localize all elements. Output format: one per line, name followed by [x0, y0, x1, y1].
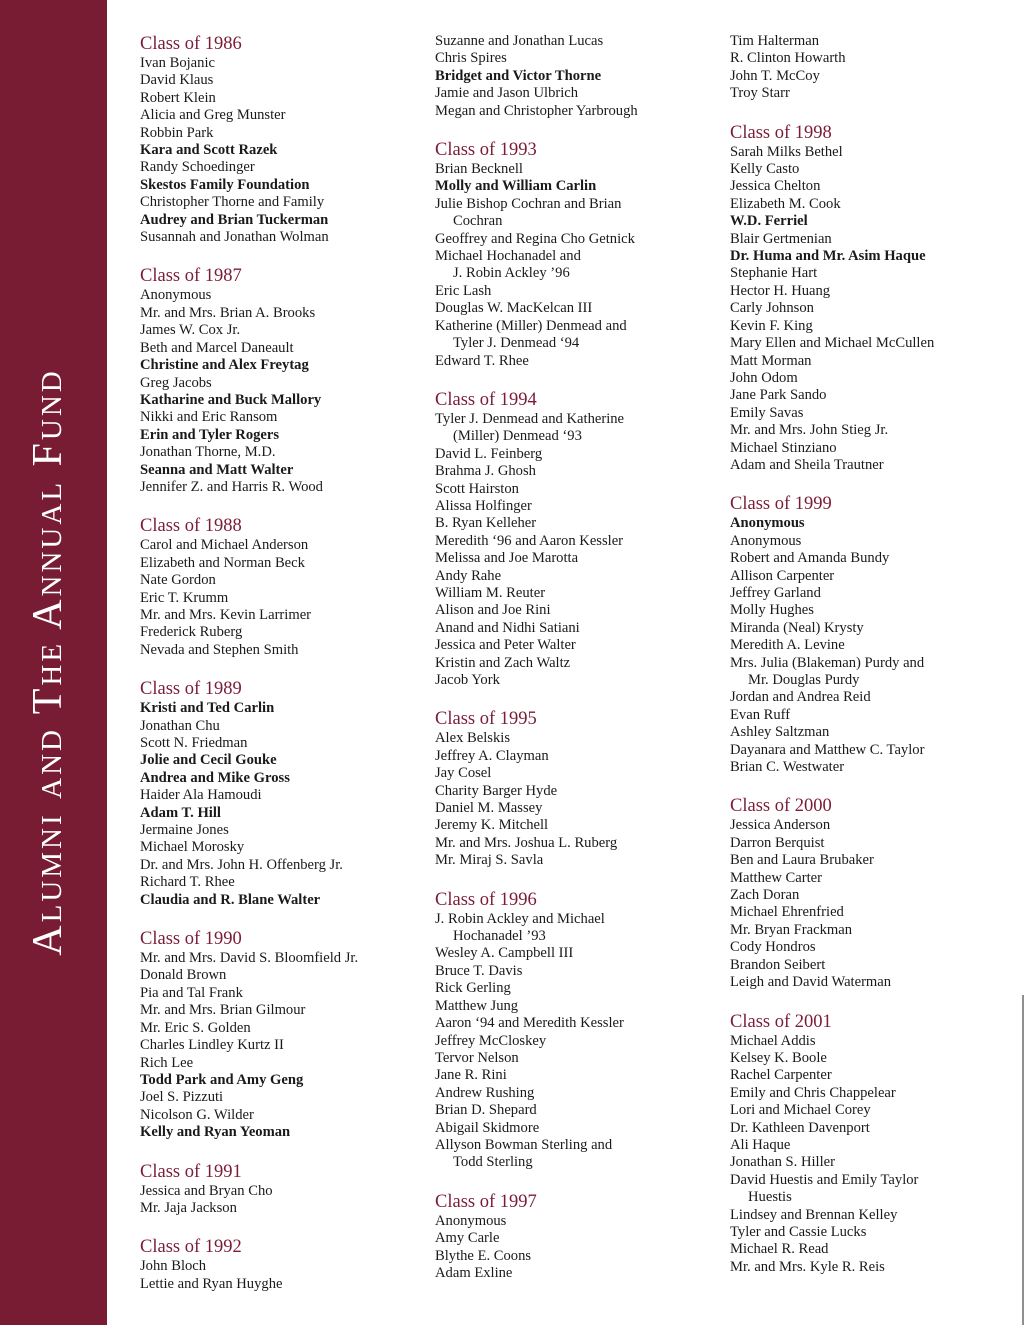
donor-entry: Anand and Nidhi Satiani: [435, 619, 580, 636]
donor-entry: David Huestis and Emily Taylor: [730, 1171, 919, 1188]
donor-entry: Hochanadel ’93: [453, 928, 546, 945]
donor-entry: Michael Hochanadel and: [435, 248, 581, 265]
donor-entry: David Klaus: [140, 72, 214, 89]
donor-entry: Brian Becknell: [435, 161, 523, 178]
donor-entry: Emily and Chris Chappelear: [730, 1084, 896, 1101]
donor-entry: Bruce T. Davis: [435, 962, 523, 979]
donor-entry: Jacob York: [435, 672, 500, 688]
column-2: [435, 33, 638, 1301]
donor-entry: J. Robin Ackley ’96: [453, 265, 570, 282]
column-1: [140, 33, 358, 1312]
donor-entry: Mary Ellen and Michael McCullen: [730, 335, 935, 352]
donor-entry: Molly and William Carlin: [435, 178, 597, 195]
donor-entry: Jonathan Chu: [140, 717, 220, 734]
class-section: [730, 493, 934, 776]
donor-entry: Jay Cosel: [435, 765, 492, 782]
donor-entry: Brian D. Shepard: [435, 1102, 537, 1119]
donor-entry: Mr. and Mrs. Brian A. Brooks: [140, 304, 316, 321]
class-section: [140, 1236, 358, 1293]
donor-entry: Amy Carle: [435, 1230, 500, 1247]
donor-entry: Ben and Laura Brubaker: [730, 852, 874, 869]
donor-entry: Claudia and R. Blane Walter: [140, 891, 321, 908]
donor-entry: Dr. and Mrs. John H. Offenberg Jr.: [140, 856, 343, 873]
donor-entry: Aaron ‘94 and Meredith Kessler: [435, 1015, 624, 1032]
class-section: [730, 33, 934, 103]
class-heading: Class of 2001: [730, 1011, 832, 1032]
donor-entry: Charles Lindley Kurtz II: [140, 1037, 284, 1054]
donor-entry: Matt Morman: [730, 352, 812, 369]
donor-entry: Alison and Joe Rini: [435, 602, 551, 619]
donor-entry: Todd Park and Amy Geng: [140, 1071, 304, 1088]
donor-entry: William M. Reuter: [435, 584, 546, 601]
donor-entry: Eric T. Krumm: [140, 589, 229, 606]
donor-entry: Randy Schoedinger: [140, 159, 255, 176]
class-section: [435, 889, 638, 1172]
donor-entry: Jonathan Thorne, M.D.: [140, 444, 276, 461]
class-heading: Class of 1994: [435, 389, 537, 410]
donor-entry: Mr. and Mrs. Joshua L. Ruberg: [435, 834, 618, 851]
column-3: [730, 33, 934, 1295]
donor-entry: Brahma J. Ghosh: [435, 463, 536, 480]
donor-entry: Alex Belskis: [435, 730, 510, 747]
donor-entry: David L. Feinberg: [435, 445, 543, 462]
donor-entry: Evan Ruff: [730, 706, 791, 723]
donor-entry: Anonymous: [730, 515, 805, 532]
donor-entry: Rachel Carpenter: [730, 1067, 832, 1084]
donor-entry: Susannah and Jonathan Wolman: [140, 229, 329, 246]
class-section: [435, 1191, 638, 1283]
donor-entry: Christopher Thorne and Family: [140, 194, 325, 211]
donor-entry: Edward T. Rhee: [435, 352, 529, 369]
donor-entry: Matthew Carter: [730, 869, 822, 886]
donor-entry: Matthew Jung: [435, 997, 519, 1014]
donor-entry: Erin and Tyler Rogers: [140, 426, 280, 443]
donor-entry: Dayanara and Matthew C. Taylor: [730, 741, 925, 758]
class-heading: Class of 1996: [435, 889, 537, 910]
class-section: [140, 33, 358, 246]
class-section: [140, 928, 358, 1141]
class-heading: Class of 1987: [140, 266, 242, 287]
donor-entry: R. Clinton Howarth: [730, 50, 846, 67]
class-heading: Class of 1997: [435, 1191, 537, 1212]
donor-entry: Audrey and Brian Tuckerman: [140, 211, 329, 228]
donor-entry: Kelly Casto: [730, 161, 800, 178]
donor-entry: Donald Brown: [140, 967, 227, 984]
donor-entry: Mr. and Mrs. David S. Bloomfield Jr.: [140, 950, 359, 967]
donor-entry: Haider Ala Hamoudi: [140, 787, 262, 804]
donor-entry: Jessica Anderson: [730, 817, 831, 834]
donor-entry: Mr. Jaja Jackson: [140, 1199, 237, 1216]
class-heading: Class of 1995: [435, 709, 537, 730]
donor-entry: Elizabeth M. Cook: [730, 195, 841, 212]
donor-entry: Joel S. Pizzuti: [140, 1089, 224, 1106]
donor-entry: Jordan and Andrea Reid: [730, 689, 871, 706]
donor-entry: Blair Gertmenian: [730, 230, 832, 247]
donor-entry: Allyson Bowman Sterling and: [435, 1136, 613, 1153]
donor-entry: Michael Ehrenfried: [730, 904, 844, 921]
donor-entry: Jessica and Bryan Cho: [140, 1182, 273, 1199]
donor-entry: Kara and Scott Razek: [140, 142, 278, 159]
donor-entry: Sarah Milks Bethel: [730, 143, 843, 160]
donor-entry: Brian C. Westwater: [730, 759, 845, 776]
donor-entry: (Miller) Denmead ‘93: [453, 428, 582, 445]
donor-entry: Michael Morosky: [140, 839, 245, 856]
donor-entry: Ivan Bojanic: [140, 55, 215, 71]
class-section: [140, 265, 358, 496]
donor-entry: Hector H. Huang: [730, 282, 831, 299]
donor-entry: Ali Haque: [730, 1136, 791, 1153]
donor-entry: Adam and Sheila Trautner: [730, 456, 884, 473]
class-heading: Class of 1993: [435, 140, 537, 161]
donor-entry: Ashley Saltzman: [730, 724, 830, 741]
donor-entry: Jolie and Cecil Gouke: [140, 752, 277, 769]
donor-entry: Douglas W. MacKelcan III: [435, 300, 593, 317]
donor-entry: Beth and Marcel Daneault: [140, 339, 294, 356]
donor-entry: Andy Rahe: [435, 567, 502, 584]
donor-entry: James W. Cox Jr.: [140, 322, 241, 339]
donor-entry: Zach Doran: [730, 887, 800, 904]
donor-entry: Nate Gordon: [140, 572, 216, 589]
donor-entry: Seanna and Matt Walter: [140, 461, 294, 478]
donor-entry: Anonymous: [435, 1212, 507, 1229]
donor-entry: Andrew Rushing: [435, 1084, 535, 1101]
donor-entry: Lindsey and Brennan Kelley: [730, 1206, 898, 1223]
donor-entry: Alicia and Greg Munster: [140, 107, 286, 124]
donor-entry: Suzanne and Jonathan Lucas: [435, 33, 604, 49]
donor-entry: Dr. Huma and Mr. Asim Haque: [730, 248, 926, 265]
class-section: [140, 515, 358, 659]
donor-entry: Robert and Amanda Bundy: [730, 550, 890, 567]
class-section: [140, 1161, 358, 1218]
donor-entry: Mr. Bryan Frackman: [730, 921, 852, 938]
donor-entry: Robbin Park: [140, 124, 214, 141]
donor-entry: Michael Stinziano: [730, 439, 837, 456]
donor-entry: Kelly and Ryan Yeoman: [140, 1124, 291, 1141]
class-heading: Class of 1999: [730, 494, 832, 515]
class-heading: Class of 1998: [730, 122, 832, 143]
donor-entry: Mr. Miraj S. Savla: [435, 852, 544, 869]
donor-entry: Rick Gerling: [435, 980, 511, 997]
donor-entry: Kelsey K. Boole: [730, 1049, 827, 1066]
donor-entry: Wesley A. Campbell III: [435, 945, 574, 962]
donor-entry: Julie Bishop Cochran and Brian: [435, 195, 622, 212]
donor-entry: Nicolson G. Wilder: [140, 1106, 254, 1123]
donor-entry: Jessica Chelton: [730, 178, 821, 195]
donor-entry: Megan and Christopher Yarbrough: [435, 102, 638, 119]
donor-entry: Adam T. Hill: [140, 804, 221, 821]
donor-entry: Jeffrey McCloskey: [435, 1032, 547, 1049]
class-section: [435, 33, 638, 120]
donor-entry: Meredith ‘96 and Aaron Kessler: [435, 532, 624, 549]
sidebar-band: [0, 0, 107, 1325]
donor-entry: Brandon Seibert: [730, 956, 826, 973]
donor-entry: Molly Hughes: [730, 602, 814, 619]
class-section: [730, 1011, 934, 1277]
donor-entry: Anonymous: [730, 532, 802, 549]
donor-entry: Adam Exline: [435, 1264, 513, 1281]
donor-entry: Melissa and Joe Marotta: [435, 550, 579, 567]
donor-entry: Kristin and Zach Waltz: [435, 654, 571, 671]
donor-entry: Nevada and Stephen Smith: [140, 641, 299, 658]
donor-entry: Carol and Michael Anderson: [140, 537, 309, 554]
donor-entry: Michael R. Read: [730, 1241, 829, 1258]
donor-entry: Charity Barger Hyde: [435, 782, 558, 799]
donor-entry: Tervor Nelson: [435, 1049, 519, 1066]
donor-entry: John Odom: [730, 369, 798, 386]
donor-entry: Michael Addis: [730, 1032, 816, 1049]
class-section: [730, 795, 934, 991]
donor-entry: Jermaine Jones: [140, 822, 229, 839]
class-heading: Class of 1990: [140, 929, 242, 950]
donor-entry: Mr. Douglas Purdy: [748, 672, 860, 688]
donor-entry: Jessica and Peter Walter: [435, 637, 576, 654]
class-section: [435, 389, 638, 690]
donor-entry: Kevin F. King: [730, 317, 813, 334]
donor-entry: Leigh and David Waterman: [730, 974, 892, 991]
donor-entry: Jennifer Z. and Harris R. Wood: [140, 478, 323, 495]
donor-entry: Mr. and Mrs. Kevin Larrimer: [140, 606, 312, 623]
donor-entry: Tyler J. Denmead and Katherine: [435, 410, 625, 427]
donor-entry: W.D. Ferriel: [730, 213, 808, 230]
class-heading: Class of 1992: [140, 1237, 242, 1258]
donor-entry: Skestos Family Foundation: [140, 176, 310, 193]
donor-entry: Jeffrey Garland: [730, 584, 821, 601]
donor-entry: Bridget and Victor Thorne: [435, 67, 602, 84]
donor-entry: Huestis: [748, 1189, 792, 1206]
class-heading: Class of 1986: [140, 34, 242, 54]
class-section: [435, 139, 638, 370]
donor-entry: Nikki and Eric Ransom: [140, 409, 278, 426]
donor-entry: Lettie and Ryan Huyghe: [140, 1275, 283, 1292]
donor-entry: Cochran: [453, 213, 503, 230]
donor-entry: Abigail Skidmore: [435, 1119, 540, 1136]
donor-entry: Mr. Eric S. Golden: [140, 1019, 251, 1036]
donor-entry: Todd Sterling: [453, 1154, 533, 1171]
donor-entry: Meredith A. Levine: [730, 637, 845, 654]
donor-entry: Richard T. Rhee: [140, 874, 235, 891]
donor-entry: Chris Spires: [435, 50, 507, 67]
donor-entry: Geoffrey and Regina Cho Getnick: [435, 230, 635, 247]
donor-entry: Christine and Alex Freytag: [140, 357, 309, 374]
donor-entry: Eric Lash: [435, 282, 492, 299]
class-section: [140, 678, 358, 909]
donor-entry: Darron Berquist: [730, 834, 825, 851]
donor-entry: Stephanie Hart: [730, 265, 818, 282]
donor-entry: Lori and Michael Corey: [730, 1102, 871, 1119]
donor-entry: Mrs. Julia (Blakeman) Purdy and: [730, 654, 925, 671]
donor-entry: Blythe E. Coons: [435, 1247, 532, 1264]
donor-entry: Carly Johnson: [730, 300, 814, 317]
donor-entry: Emily Savas: [730, 404, 804, 421]
class-heading: Class of 1991: [140, 1161, 242, 1182]
donor-entry: Miranda (Neal) Krysty: [730, 619, 864, 636]
donor-entry: Troy Starr: [730, 85, 790, 102]
donor-entry: Katharine and Buck Mallory: [140, 391, 322, 408]
donor-entry: Greg Jacobs: [140, 374, 212, 391]
donor-entry: Tyler and Cassie Lucks: [730, 1223, 867, 1240]
donor-entry: Katherine (Miller) Denmead and: [435, 317, 627, 334]
class-section: [730, 122, 934, 475]
class-heading: Class of 2000: [730, 796, 832, 817]
donor-entry: Pia and Tal Frank: [140, 984, 243, 1001]
donor-entry: Mr. and Mrs. Brian Gilmour: [140, 1002, 306, 1019]
donor-entry: Mr. and Mrs. Kyle R. Reis: [730, 1258, 885, 1275]
donor-entry: Jonathan S. Hiller: [730, 1154, 835, 1171]
donor-entry: Daniel M. Massey: [435, 800, 543, 817]
donor-entry: Mr. and Mrs. John Stieg Jr.: [730, 422, 889, 439]
donor-entry: Jeremy K. Mitchell: [435, 817, 549, 834]
donor-entry: John T. McCoy: [730, 67, 820, 84]
donor-entry: Anonymous: [140, 287, 212, 304]
donor-entry: John Bloch: [140, 1258, 207, 1275]
donor-entry: Robert Klein: [140, 89, 216, 106]
donor-entry: Tyler J. Denmead ‘94: [453, 335, 580, 352]
donor-entry: Jane Park Sando: [730, 387, 827, 404]
donor-entry: Scott Hairston: [435, 480, 519, 497]
class-heading: Class of 1989: [140, 679, 242, 700]
donor-entry: Andrea and Mike Gross: [140, 769, 290, 786]
donor-entry: Tim Halterman: [730, 33, 820, 49]
donor-entry: Dr. Kathleen Davenport: [730, 1119, 870, 1136]
donor-entry: Kristi and Ted Carlin: [140, 700, 275, 717]
donor-entry: B. Ryan Kelleher: [435, 515, 537, 532]
donor-entry: Scott N. Friedman: [140, 735, 248, 751]
donor-entry: Frederick Ruberg: [140, 624, 243, 641]
donor-entry: Elizabeth and Norman Beck: [140, 554, 305, 571]
donor-entry: Jamie and Jason Ulbrich: [435, 85, 579, 102]
class-heading: Class of 1988: [140, 516, 242, 537]
donor-entry: Rich Lee: [140, 1054, 194, 1071]
donor-entry: Jeffrey A. Clayman: [435, 747, 549, 764]
donor-entry: J. Robin Ackley and Michael: [435, 910, 605, 927]
donor-entry: Alissa Holfinger: [435, 497, 532, 514]
class-section: [435, 708, 638, 869]
donor-entry: Allison Carpenter: [730, 567, 835, 584]
donor-entry: Cody Hondros: [730, 939, 816, 956]
donor-entry: Jane R. Rini: [435, 1067, 507, 1084]
page-title: Alumni and The Annual Fund: [25, 368, 71, 956]
